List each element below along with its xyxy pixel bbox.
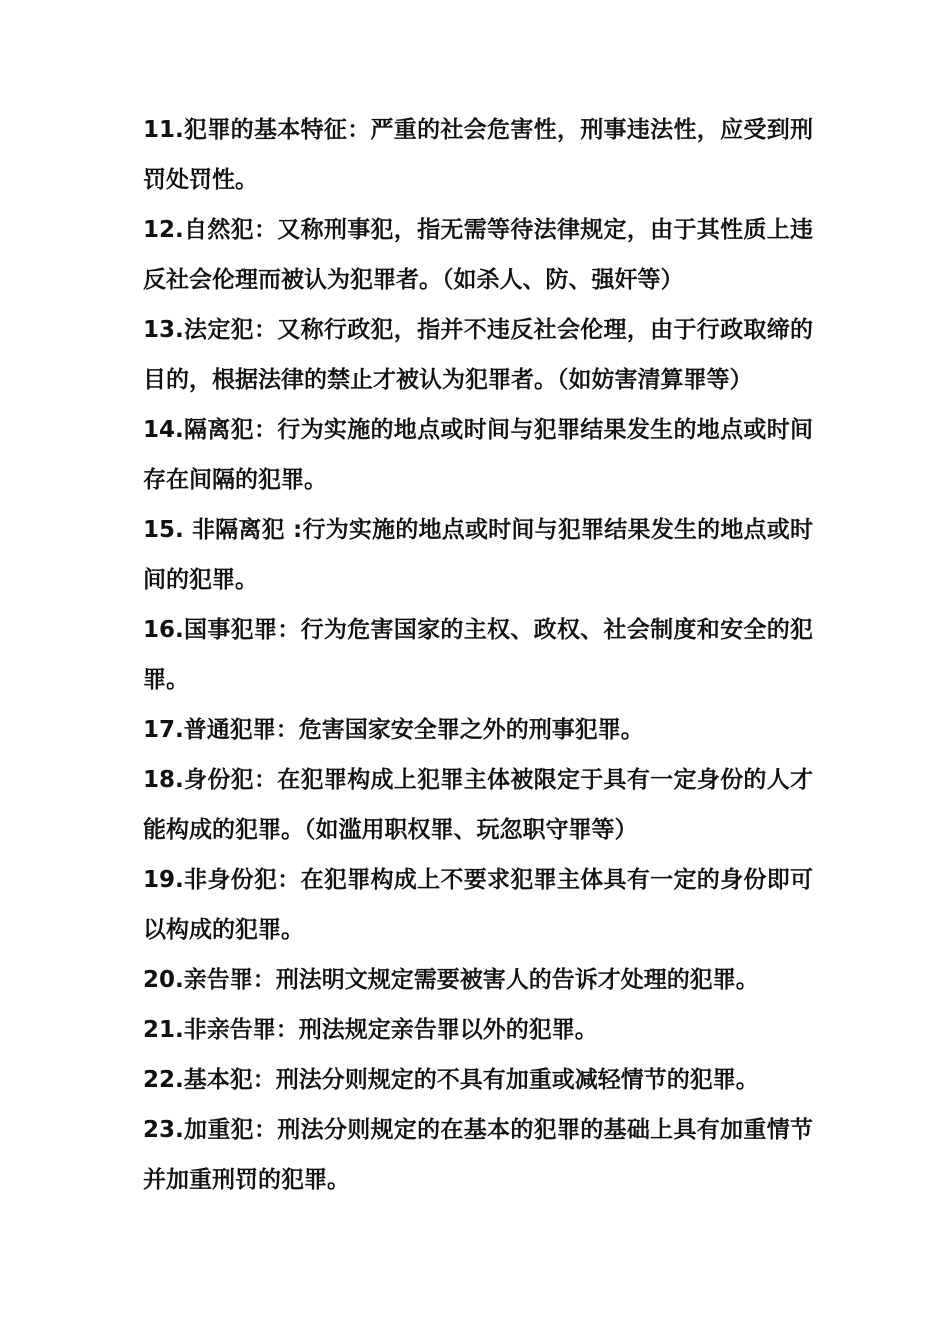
definition-14: 14.隔离犯：行为实施的地点或时间与犯罪结果发生的地点或时间存在间隔的犯罪。 (143, 417, 813, 493)
definition-12: 12.自然犯：又称刑事犯，指无需等待法律规定，由于其性质上违反社会伦理而被认为犯罪者。（如杀人、防、强奸等） (143, 217, 813, 293)
definition-16: 16.国事犯罪：行为危害国家的主权、政权、社会制度和安全的犯罪。 (143, 617, 813, 693)
definition-20: 20.亲告罪：刑法明文规定需要被害人的告诉才处理的犯罪。 (143, 967, 759, 993)
definition-15: 15. 非隔离犯 :行为实施的地点或时间与犯罪结果发生的地点或时间的犯罪。 (143, 517, 813, 593)
definition-23: 23.加重犯：刑法分则规定的在基本的犯罪的基础上具有加重情节并加重刑罚的犯罪。 (143, 1117, 813, 1193)
definition-21: 21.非亲告罪：刑法规定亲告罪以外的犯罪。 (143, 1017, 598, 1043)
definition-19: 19.非身份犯：在犯罪构成上不要求犯罪主体具有一定的身份即可以构成的犯罪。 (143, 867, 813, 943)
definition-17: 17.普通犯罪：危害国家安全罪之外的刑事犯罪。 (143, 717, 644, 743)
definition-11: 11.犯罪的基本特征：严重的社会危害性，刑事违法性，应受到刑罚处罚性。 (143, 117, 813, 193)
definition-13: 13.法定犯：又称行政犯，指并不违反社会伦理，由于行政取缔的目的，根据法律的禁止才被认为犯罪者。（如妨害清算罪等） (143, 317, 813, 393)
document-page (143, 105, 813, 1205)
definition-18: 18.身份犯：在犯罪构成上犯罪主体被限定于具有一定身份的人才能构成的犯罪。（如滥用职权罪、玩忽职守罪等） (143, 767, 813, 843)
definition-22: 22.基本犯：刑法分则规定的不具有加重或减轻情节的犯罪。 (143, 1067, 759, 1093)
